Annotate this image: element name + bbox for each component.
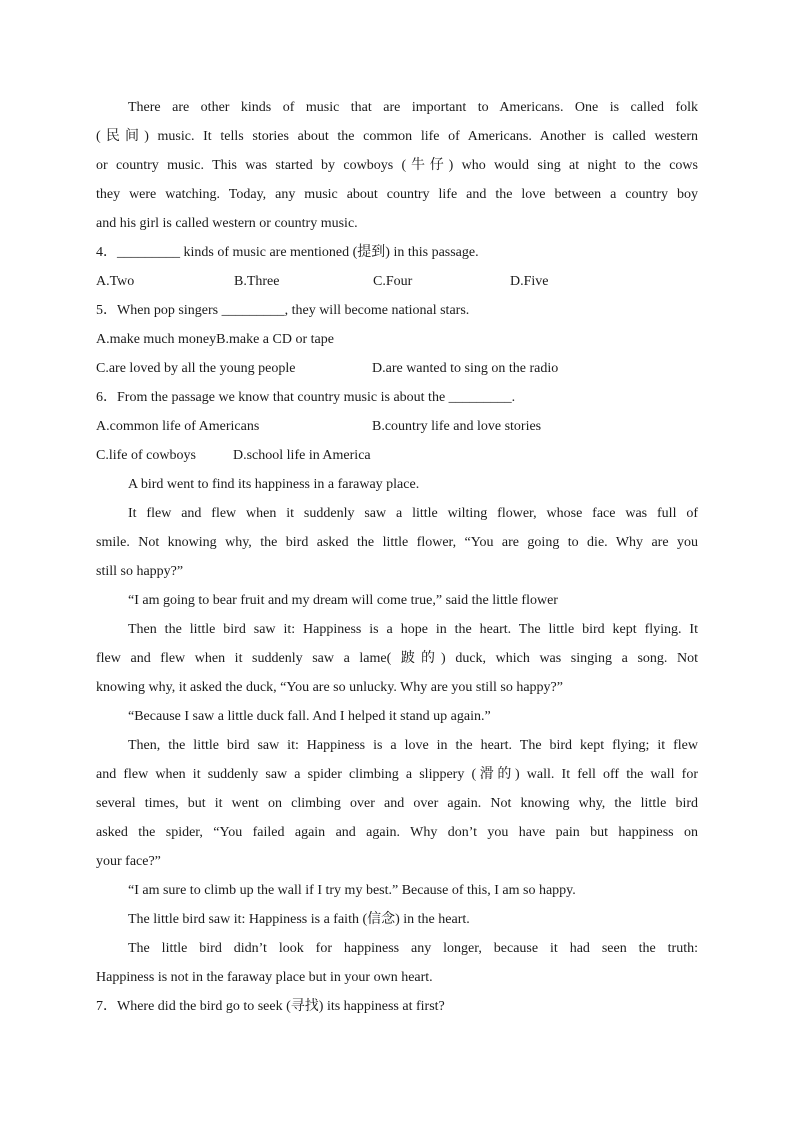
question-stem: 6．From the passage we know that country music is about the _________.	[96, 390, 516, 405]
passage-line: your face?”	[96, 854, 161, 869]
option-b: B.Three	[234, 274, 280, 289]
option-d: D.school life in America	[233, 448, 371, 463]
passage-line: Then the little bird saw it: Happiness is a hope in the heart. The little bird kept flying. It	[128, 622, 698, 637]
option-d: D.are wanted to sing on the radio	[372, 361, 559, 376]
question-stem: 5．When pop singers _________, they will become national stars.	[96, 303, 470, 318]
question-4	[96, 238, 698, 296]
passage-line: Happiness is not in the faraway place but in your own heart.	[96, 970, 433, 985]
document-content	[96, 93, 698, 1021]
option-a: A.make much money	[96, 332, 217, 347]
passage-music	[96, 93, 698, 238]
passage-line: “Because I saw a little duck fall. And I helped it stand up again.”	[128, 709, 491, 724]
question-7	[96, 992, 698, 1021]
question-options	[96, 441, 698, 470]
passage-line: and his girl is called western or country music.	[96, 216, 358, 231]
passage-line: “I am sure to climb up the wall if I try my best.” Because of this, I am so happy.	[128, 883, 576, 898]
passage-line: they were watching. Today, any music about country life and the love between a country boy	[96, 187, 698, 202]
question-6	[96, 383, 698, 470]
passage-line: The little bird saw it: Happiness is a faith (信念) in the heart.	[128, 912, 470, 927]
passage-bird	[96, 470, 698, 992]
passage-line: smile. Not knowing why, the bird asked the little flower, “You are going to die. Why are you	[96, 535, 698, 550]
passage-line: several times, but it went on climbing over and over again. Not knowing why, the little bird	[96, 796, 698, 811]
passage-line: asked the spider, “You failed again and again. Why don’t you have pain but happiness on	[96, 825, 698, 840]
option-b: B.make a CD or tape	[216, 332, 334, 347]
option-a: A.common life of Americans	[96, 419, 260, 434]
passage-line: There are other kinds of music that are important to Americans. One is called folk	[128, 100, 698, 115]
passage-line: Then, the little bird saw it: Happiness is a love in the heart. The bird kept flying; it flew	[128, 738, 698, 753]
option-c: C.are loved by all the young people	[96, 361, 296, 376]
passage-line: or country music. This was started by cowboys (牛仔) who would sing at night to the cows	[96, 158, 698, 173]
option-c: C.life of cowboys	[96, 448, 196, 463]
passage-line: A bird went to find its happiness in a faraway place.	[128, 477, 420, 492]
passage-line: (民间) music. It tells stories about the common life of Americans. Another is called western	[96, 129, 698, 144]
passage-line: and flew when it suddenly saw a spider climbing a slippery (滑的) wall. It fell off the wall for	[96, 767, 698, 782]
option-a: A.Two	[96, 274, 135, 289]
option-b: B.country life and love stories	[372, 419, 542, 434]
passage-line: still so happy?”	[96, 564, 184, 579]
question-options	[96, 267, 698, 296]
question-options	[96, 354, 698, 383]
passage-line: flew and flew when it suddenly saw a lame( 跛的) duck, which was singing a song. Not	[96, 651, 698, 666]
option-c: C.Four	[373, 274, 413, 289]
passage-line: It flew and flew when it suddenly saw a little wilting flower, whose face was full of	[128, 506, 698, 521]
question-options	[96, 412, 698, 441]
question-options	[96, 325, 698, 354]
passage-line: “I am going to bear fruit and my dream will come true,” said the little flower	[128, 593, 558, 608]
question-5	[96, 296, 698, 383]
passage-line: The little bird didn’t look for happiness any longer, because it had seen the truth:	[128, 941, 698, 956]
option-d: D.Five	[510, 274, 549, 289]
question-stem: 7．Where did the bird go to seek (寻找) its happiness at first?	[96, 999, 445, 1014]
question-stem: 4．_________ kinds of music are mentioned (提到) in this passage.	[96, 245, 479, 260]
passage-line: knowing why, it asked the duck, “You are so unlucky. Why are you still so happy?”	[96, 680, 563, 695]
